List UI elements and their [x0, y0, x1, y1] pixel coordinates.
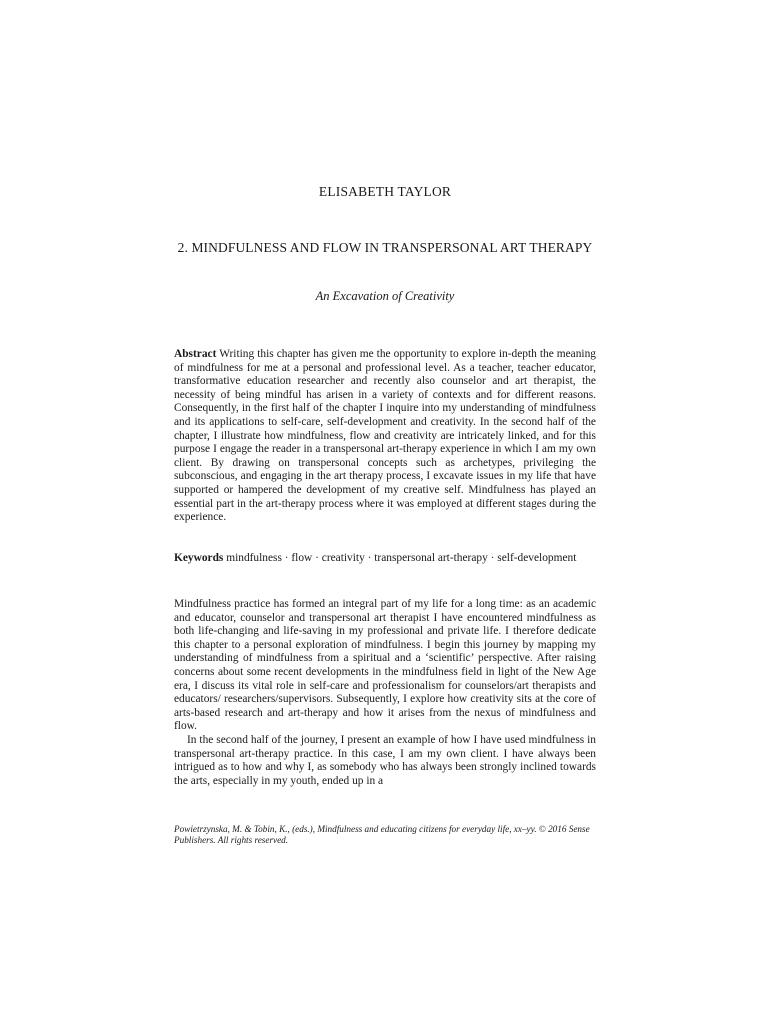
chapter-title: 2. MINDFULNESS AND FLOW IN TRANSPERSONAL ART THERAPY [177, 240, 593, 255]
body-paragraph: Mindfulness practice has formed an integral part of my life for a long time: as an academic and educator, counselor and transpersonal art therapist I have encountered mindfulness as both life-changing and life-saving in my professional and private life. I therefore dedicate this chapter to a personal exploration of mindfulness. I begin this journey by mapping my understanding of mindfulness from a spiritual and a ‘scientific’ perspective. After raising concerns about some recent developments in the mindfulness field in light of the New Age era, I discuss its vital role in self-care and professionalism for counselors/art therapists and educators/ researchers/supervisors. Subsequently, I explore how creativity sits at the core of arts-based research and art-therapy and how it arises from the nexus of mindfulness and flow. [174, 598, 596, 733]
keywords [174, 552, 596, 566]
author-name: ELISABETH TAYLOR [318, 184, 452, 199]
body-text [174, 598, 596, 788]
abstract-text: Writing this chapter has given me the opportunity to explore in-depth the meaning of mindfulness for me at a personal and professional level. As a teacher, teacher educator, transformative education researcher and recently also counselor and art therapist, the necessity of being mindful has arisen in a variety of contexts and for different reasons. Consequently, in the first half of the chapter I inquire into my understanding of mindfulness and its applications to self-care, self-development and creativity. In the second half of the chapter, I illustrate how mindfulness, flow and creativity are intricately linked, and for this purpose I engage the reader in a transpersonal art-therapy experience in which I am my own client. By drawing on transpersonal concepts such as archetypes, privileging the subconscious, and engaging in the art therapy process, I excavate issues in my life that have supported or hampered the development of my creative self. Mindfulness has played an essential part in the art-therapy process where it was employed at different stages during the experience. [174, 348, 596, 524]
chapter-subtitle: An Excavation of Creativity [315, 289, 455, 303]
footer-citation: Powietrzynska, M. & Tobin, K., (eds.), Mindfulness and educating citizens for everyday life, xx–yy. © 2016 Sense Publishers. All rights reserved. [174, 824, 590, 845]
abstract [174, 348, 596, 525]
abstract-label: Abstract [174, 348, 217, 360]
keywords-label: Keywords [174, 552, 224, 564]
keywords-text: mindfulness · flow · creativity · transpersonal art-therapy · self-development [226, 552, 577, 564]
body-paragraph: In the second half of the journey, I present an example of how I have used mindfulness in transpersonal art-therapy practice. In this case, I am my own client. I have always been intrigued as to how and why I, as somebody who has always been strongly inclined towards the arts, especially in my youth, ended up in a [174, 733, 596, 787]
